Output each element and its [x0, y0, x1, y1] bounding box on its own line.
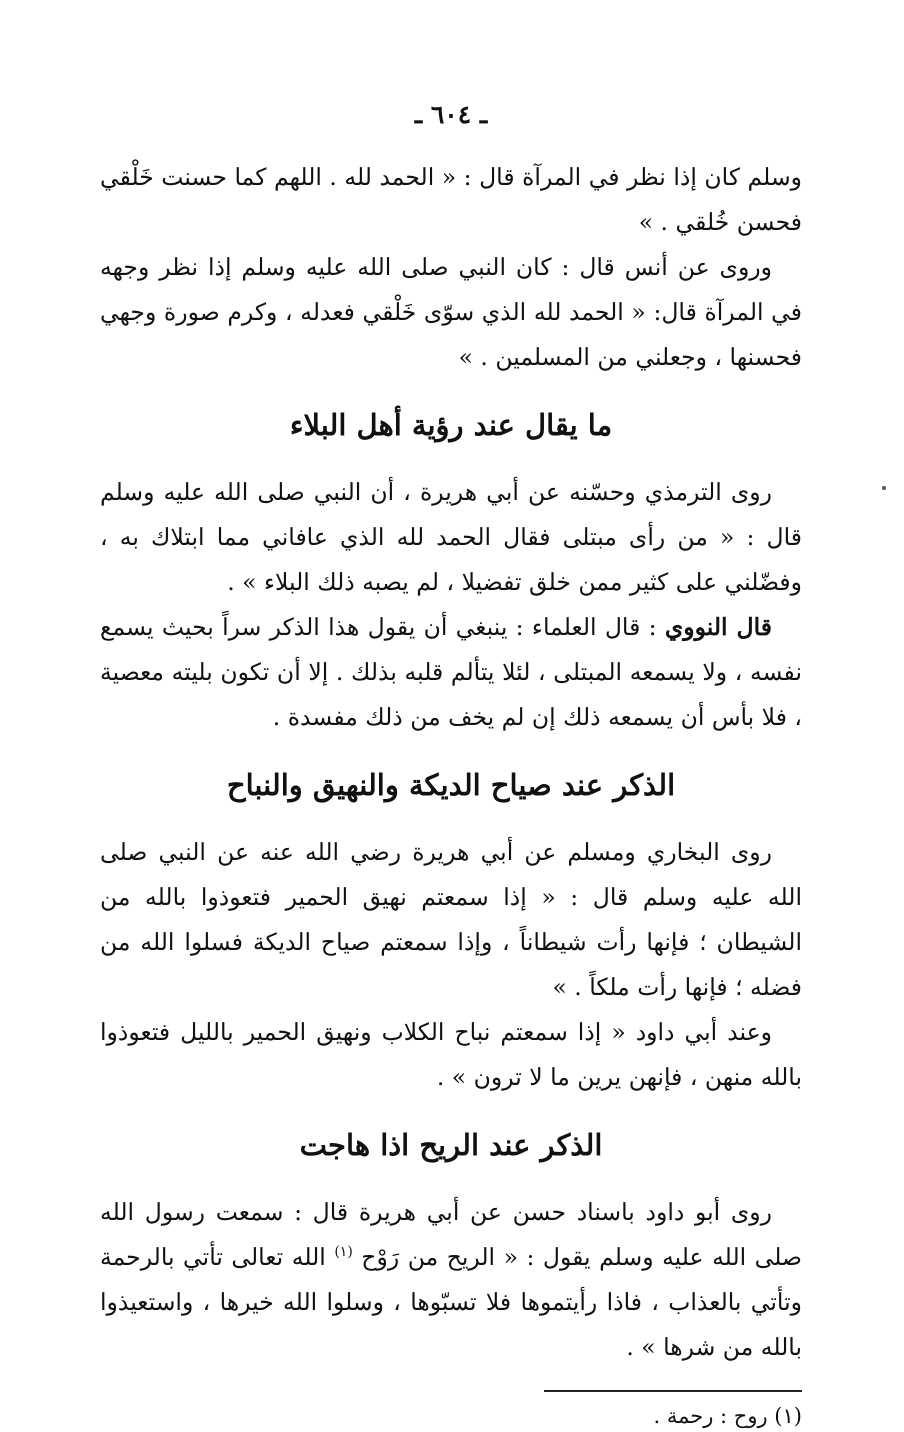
footnote-marker: (١) — [334, 1244, 353, 1261]
page-number: ـ ٦٠٤ ـ — [414, 100, 488, 129]
book-page — [100, 100, 802, 1432]
section-paragraph: وعند أبي داود « إذا سمعتم نباح الكلاب ونهيق الحمير بالليل فتعوذوا بالله منهن ، فإنهن يرين ما لا ترون » . — [100, 1018, 802, 1091]
footnote-divider — [544, 1390, 802, 1392]
section-paragraph — [100, 605, 802, 740]
nawawi-lead: قال النووي — [664, 613, 772, 641]
section-heading: الذكر عند الريح اذا هاجت — [299, 1128, 603, 1162]
wind-text-start: روى أبو داود باسناد حسن عن أبي هريرة قال : سمعت رسول الله صلى الله عليه وسلم يقول : « الريح من رَوْح — [100, 1198, 802, 1271]
nawawi-text: : قال العلماء : ينبغي أن يقول هذا الذكر سراً بحيث يسمع نفسه ، ولا يسمعه المبتلى ، لئلا يتألم قلبه بذلك . إلا أن تكون بليته معصية ، فلا بأس أن يسمعه ذلك إن لم يخف من ذلك مفسدة . — [100, 613, 802, 731]
intro-paragraph: وسلم كان إذا نظر في المرآة قال : « الحمد لله . اللهم كما حسنت خَلْقي فحسن خُلقي . » — [100, 163, 802, 236]
section-paragraph: روى الترمذي وحسّنه عن أبي هريرة ، أن النبي صلى الله عليه وسلم قال : « من رأى مبتلى فقال الحمد لله الذي عافاني مما ابتلاك به ، وفضّلني على كثير ممن خلق تفضيلا ، لم يصبه ذلك البلاء » . — [100, 478, 802, 596]
wind-text-end: الله تعالى تأتي بالرحمة وتأتي بالعذاب ، فاذا رأيتموها فلا تسبّوها ، وسلوا الله خيرها ، واستعيذوا بالله من شرها » . — [100, 1243, 802, 1361]
footnote: (١) روح : رحمة . — [653, 1404, 802, 1428]
intro-paragraph: وروى عن أنس قال : كان النبي صلى الله عليه وسلم إذا نظر وجهه في المرآة قال: « الحمد لله الذي سوّى خَلْقي فعدله ، وكرم صورة وجهي فحسنها ، وجعلني من المسلمين . » — [100, 253, 802, 371]
section-paragraph — [100, 1190, 802, 1370]
section-heading: ما يقال عند رؤية أهل البلاء — [289, 408, 613, 442]
section-paragraph: روى البخاري ومسلم عن أبي هريرة رضي الله عنه عن النبي صلى الله عليه وسلم قال : « إذا سمعتم نهيق الحمير فتعوذوا بالله من الشيطان ؛ فإنها رأت شيطاناً ، وإذا سمعتم صياح الديكة فسلوا الله من فضله ؛ فإنها رأت ملكاً . » — [100, 838, 802, 1001]
section-heading: الذكر عند صياح الديكة والنهيق والنباح — [226, 768, 676, 802]
margin-speck — [882, 486, 886, 490]
